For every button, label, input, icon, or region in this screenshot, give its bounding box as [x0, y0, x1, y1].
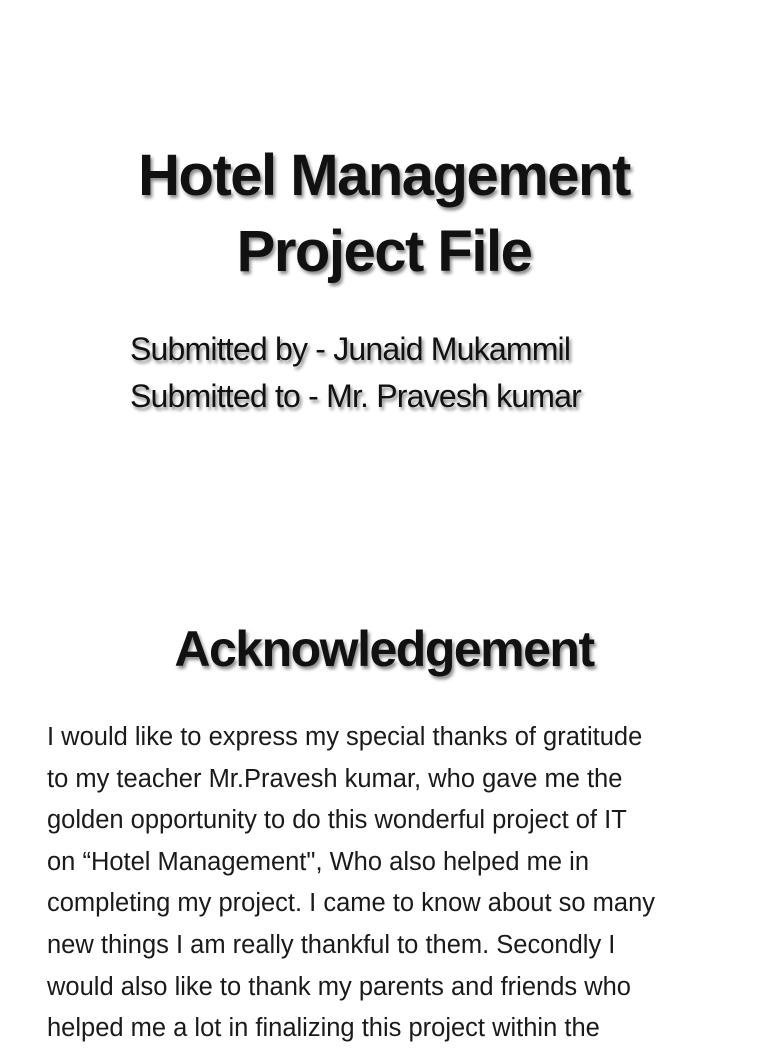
acknowledgement-line: helped me a lot in finalizing this project within the — [47, 1014, 600, 1043]
acknowledgement-line: golden opportunity to do this wonderful project of IT — [47, 806, 627, 835]
submitted-to: Submitted to - Mr. Pravesh kumar — [130, 378, 582, 414]
submitted-by: Submitted by - Junaid Mukammil — [130, 331, 571, 367]
acknowledgement-line: I would like to express my special thanks of gratitude — [47, 723, 643, 751]
acknowledgement-line: new things I am really thankful to them. Secondly I — [47, 930, 616, 959]
acknowledgement-line: to my teacher Mr.Pravesh kumar, who gave me the — [47, 764, 623, 793]
acknowledgement-body — [47, 717, 737, 1050]
title-line-2: Project File — [236, 219, 532, 284]
acknowledgement-heading: Acknowledgement — [174, 621, 594, 677]
acknowledgement-line: completing my project. I came to know about so many — [47, 889, 656, 918]
title-line-1: Hotel Management — [138, 143, 630, 208]
acknowledgement-line: on “Hotel Management", Who also helped me in — [47, 847, 590, 876]
acknowledgement-line: would also like to thank my parents and friends who — [47, 972, 631, 1001]
